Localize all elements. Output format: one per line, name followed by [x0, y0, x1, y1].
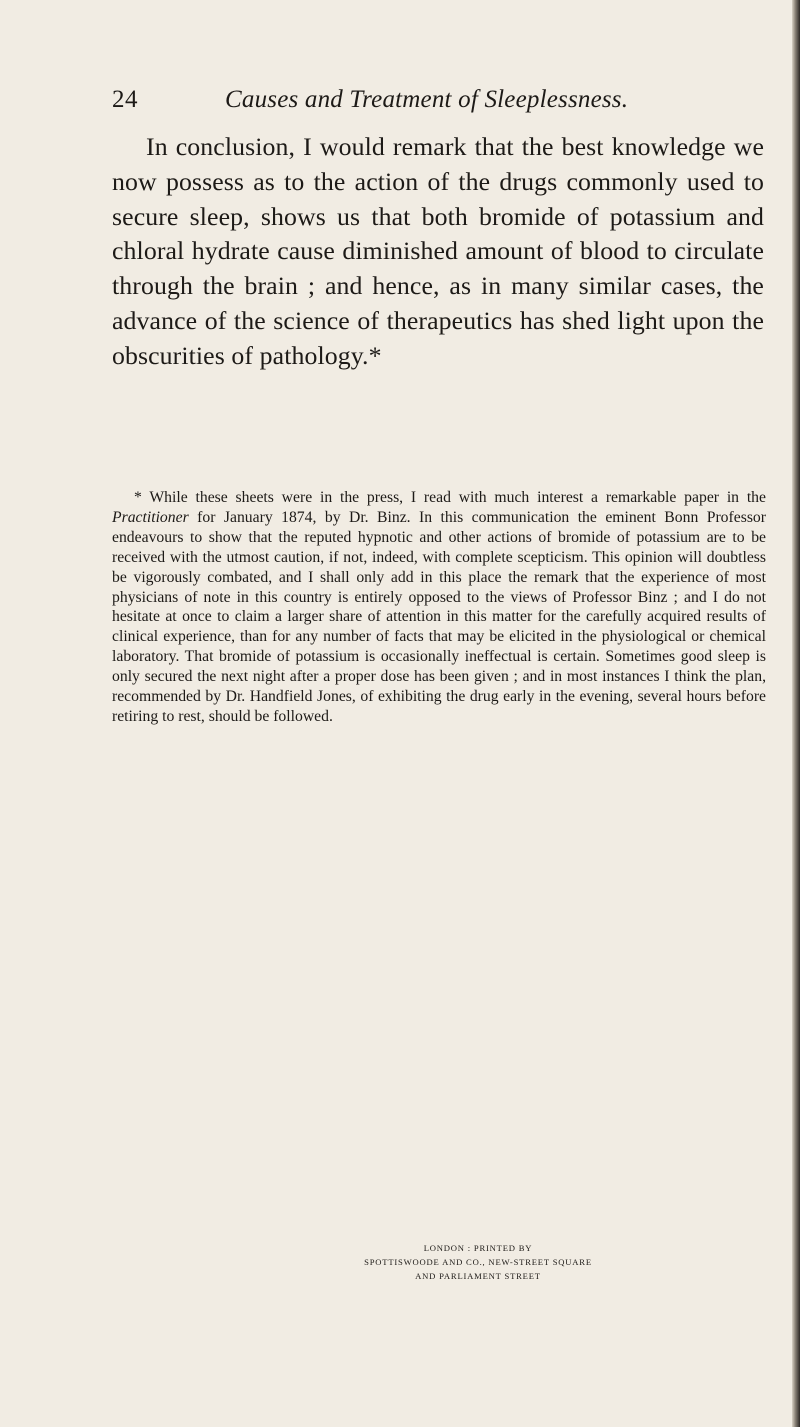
imprint-line-2: SPOTTISWOODE AND CO., NEW-STREET SQUARE [364, 1257, 592, 1267]
page-number: 24 [112, 86, 138, 113]
body-paragraph: In conclusion, I would remark that the best knowledge we now possess as to the action of the drugs commonly used to secure sleep, shows us that both bromide of potassium and chloral hydrate cause diminished amount of blood to circulate through the brain ; and hence, as in many similar cases, the advance of the science of therapeutics has shed light upon the obscurities of pathology.* [112, 132, 764, 370]
footnote-journal-title: Practitioner [112, 508, 189, 526]
printer-imprint [328, 1241, 628, 1283]
footnote-text-end: for January 1874, by Dr. Binz. In this communication the eminent Bonn Professor endeavours to show that the reputed hypnotic and other actions of bromide of potassium are to be received with the utmost caution, if not, indeed, with complete scepticism. This opinion will doubtless be vigorously combated, and I shall only add in this place the remark that the experience of most physicians of note in this country is entirely opposed to the views of Professor Binz ; and I do not hesitate at once to claim a larger share of attention in this matter for the carefully acquired results of clinical experience, than for any number of facts that may be elicited in the physiological or chemical laboratory. That bromide of potassium is occasionally ineffectual is certain. Sometimes good sleep is only secured the next night after a proper dose has been given ; and in most instances I think the plan, recommended by Dr. Handfield Jones, of exhibiting the drug early in the evening, several hours before retiring to rest, should be followed. [112, 508, 766, 725]
page-edge-shadow [792, 0, 800, 1427]
running-header [112, 86, 752, 116]
footnote [112, 488, 766, 727]
imprint-line-1: LONDON : PRINTED BY [423, 1243, 533, 1253]
footnote-text-start: * While these sheets were in the press, I read with much interest a remarkable paper in the [134, 489, 766, 506]
running-title: Causes and Treatment of Sleeplessness. [225, 86, 629, 113]
imprint-line-3: AND PARLIAMENT STREET [415, 1271, 541, 1281]
